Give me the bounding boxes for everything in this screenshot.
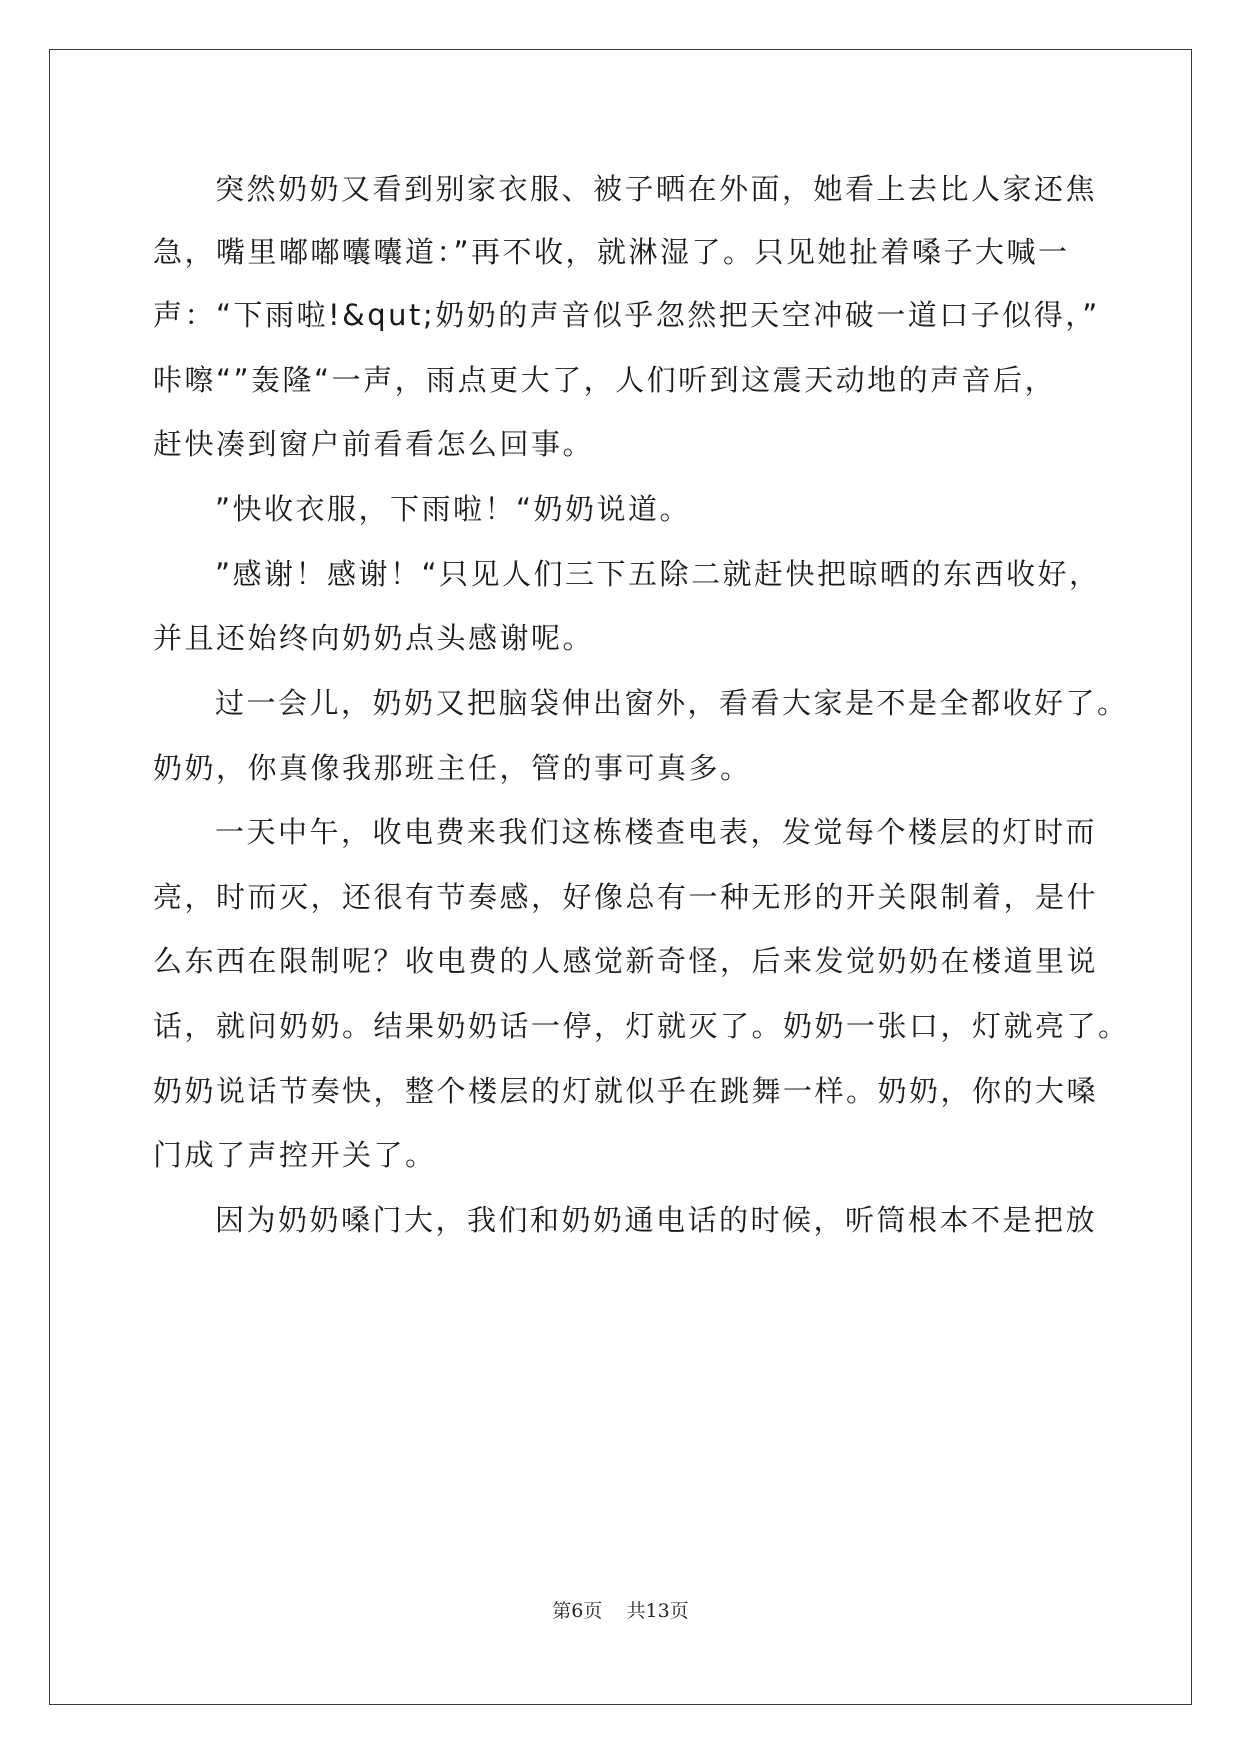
page-total: 共13页 (626, 1600, 689, 1622)
text-line: 突然奶奶又看到别家衣服、被子晒在外面，她看上去比人家还焦 (215, 172, 1098, 206)
text-line: 咔嚓“”轰隆“一声，雨点更大了，人们听到这震天动地的声音后， (153, 363, 1057, 397)
text-line: 因为奶奶嗓门大，我们和奶奶通电话的时候，听筒根本不是把放 (215, 1203, 1098, 1237)
text-line: 急，嘴里嘟嘟囔囔道：”再不收，就淋湿了。只见她扯着嗓子大喊一 (153, 235, 1070, 269)
text-line: 么东西在限制呢？收电费的人感觉新奇怪，后来发觉奶奶在楼道里说 (153, 944, 1099, 978)
text-line: ”快收衣服，下雨啦！“奶奶说道。 (215, 492, 692, 526)
text-line: 声：“下雨啦!&qut;奶奶的声音似乎忽然把天空冲破一道口子似得，” (153, 298, 1100, 332)
page-number: 第6页 (552, 1600, 603, 1622)
text-line: 奶奶，你真像我那班主任，管的事可真多。 (153, 751, 752, 785)
text-line: 奶奶说话节奏快，整个楼层的灯就似乎在跳舞一样。奶奶，你的大嗓 (153, 1074, 1099, 1108)
text-line: 并且还始终向奶奶点头感谢呢。 (153, 621, 595, 655)
text-line: ”感谢！感谢！“只见人们三下五除二就赶快把晾晒的东西收好， (215, 557, 1101, 591)
text-line: 过一会儿，奶奶又把脑袋伸出窗外，看看大家是不是全都收好了。 (215, 686, 1129, 720)
page-footer (0, 1599, 1241, 1623)
text-line: 亮，时而灭，还很有节奏感，好像总有一种无形的开关限制着，是什 (153, 880, 1099, 914)
text-line: 赶快凑到窗户前看看怎么回事。 (153, 427, 595, 461)
text-line: 一天中午，收电费来我们这栋楼查电表，发觉每个楼层的灯时而 (215, 815, 1098, 849)
text-line: 话，就问奶奶。结果奶奶话一停，灯就灭了。奶奶一张口，灯就亮了。 (153, 1009, 1130, 1043)
text-line: 门成了声控开关了。 (153, 1138, 437, 1172)
